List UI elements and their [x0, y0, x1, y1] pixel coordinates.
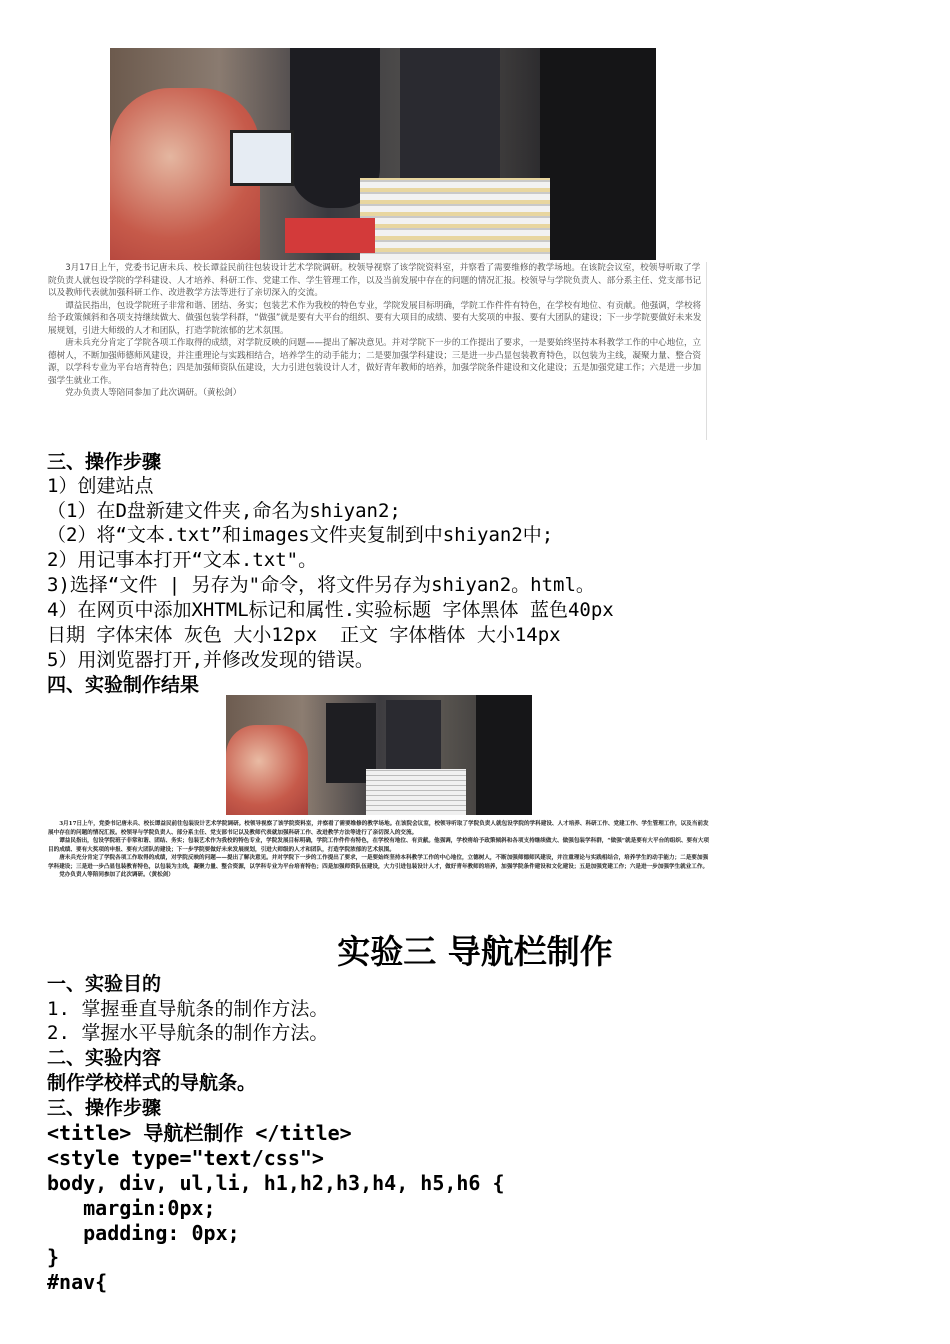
- code-line: margin:0px;: [47, 1196, 216, 1220]
- purpose-item: 2. 掌握水平导航条的制作方法。: [47, 1022, 329, 1044]
- article-paragraph: 谭益民指出，包设学院班子非常和谐、团结、务实；包装艺术作为我校的特色专业，学院发展目标明确，学院工作件件有特色，在学校有地位、有贡献。他强调，学校将给予政策倾斜和各项支持继续做大、做强包装学科群，“做强”就是要有大平台的组织、要有大项目的成绩、要有大奖项的申报、要有大团队的建设；下一步学院要做好未来发展规划，引进大师级的人才和团队，打造学院浓郁的艺术氛围。: [48, 300, 702, 336]
- person-figure: [476, 695, 532, 815]
- code-line: }: [47, 1245, 60, 1269]
- article-paragraph: 谭益民指出，包设学院班子非常和谐、团结、务实；包装艺术作为我校的特色专业，学院发展目标明确，学院工作件件有特色，在学校有地位、有贡献。他强调，学校将给予政策倾斜和各项支持继续做大、做强包装学科群，“做强”就是要有大平台的组织、要有大项目的成绩、要有大奖项的申报、要有大团队的建设；下一步学院要做好未来发展规划，引进大师级的人才和团队，打造学院浓郁的艺术氛围。: [48, 838, 709, 853]
- step-line: 1）创建站点: [47, 475, 154, 497]
- red-book: [285, 218, 375, 253]
- news-article-1: [48, 262, 707, 440]
- step-line: （1）在D盘新建文件夹,命名为shiyan2;: [47, 500, 401, 522]
- article-paragraph: 党办负责人等陪同参加了此次调研。（黄松剑）: [65, 388, 242, 398]
- step-line: 日期 字体宋体 灰色 大小12px 正文 字体楷体 大小14px: [47, 624, 561, 646]
- book-stack: [366, 769, 466, 815]
- monitor-shape: [230, 130, 294, 186]
- content-text: 制作学校样式的导航条。: [47, 1072, 257, 1094]
- purpose-item: 1. 掌握垂直导航条的制作方法。: [47, 998, 329, 1020]
- result-photo: [226, 695, 532, 815]
- page-title: 实验三 导航栏制作: [337, 932, 613, 971]
- section-heading: 四、实验制作结果: [47, 674, 200, 696]
- code-line: <title> 导航栏制作 </title>: [47, 1121, 352, 1145]
- section-heading: 二、实验内容: [47, 1047, 162, 1069]
- article-paragraph: 唐未兵充分肯定了学院各项工作取得的成绩，对学院反映的问题——提出了解决意见。并对学院下一步的工作提出了要求，一是要始终坚持本科教学工作的中心地位，立德树人，不断加强师德师风建设，并注重理论与实践相结合，培养学生的动手能力；二是要加强学科建设；三是进一步凸显包装教育特色，以包装为主线，凝聚力量、整合资源，以学科专业为平台培育特色；四是加强师资队伍建设，大力引进包装设计人才，做好青年教师的培养，加强学院条件建设和文化建设；五是加强党建工作；六是进一步加强学生就业工作。: [48, 338, 702, 386]
- article-paragraph: 3月17日上午，党委书记唐未兵、校长谭益民前往包装设计艺术学院调研。校领导视察了该学院资料室，并察看了需要维修的教学场地。在该院会议室，校领导听取了学院负责人就包设学院的学科建设、人才培养、科研工作、党建工作、学生管理工作，以及当前发展中存在的问题的情况汇报。校领导与学院负责人、部分系主任、党支部书记以及教师代表就加强科研工作、改进教学方法等进行了亲切深入的交流。: [48, 263, 702, 298]
- article-paragraph: 唐未兵充分肯定了学院各项工作取得的成绩，对学院反映的问题——提出了解决意见。并对学院下一步的工作提出了要求，一是要始终坚持本科教学工作的中心地位，立德树人，不断加强师德师风建设，并注重理论与实践相结合，培养学生的动手能力；二是要加强学科建设；三是进一步凸显包装教育特色，以包装为主线，凝聚力量、整合资源，以学科专业为平台培育特色；四是加强师资队伍建设，大力引进包装设计人才，做好青年教师的培养，加强学院条件建设和文化建设；五是加强党建工作；六是进一步加强学生就业工作。: [48, 855, 709, 870]
- section-heading: 三、操作步骤: [47, 1097, 162, 1119]
- step-line: 3)选择“文件 | 另存为"命令，将文件另存为shiyan2。html。: [47, 574, 595, 596]
- person-figure: [226, 725, 308, 815]
- code-line: padding: 0px;: [47, 1221, 240, 1245]
- step-line: 4）在网页中添加XHTML标记和属性.实验标题 字体黑体 蓝色40px: [47, 599, 614, 621]
- article-paragraph: 3月17日上午，党委书记唐未兵、校长谭益民前往包装设计艺术学院调研。校领导视察了该学院资料室，并察看了需要维修的教学场地。在该院会议室，校领导听取了学院负责人就包设学院的学科建设、人才培养、科研工作、党建工作、学生管理工作，以及当前发展中存在的问题的情况汇报。校领导与学院负责人、部分系主任、党支部书记以及教师代表就加强科研工作、改进教学方法等进行了亲切深入的交流。: [48, 821, 709, 836]
- code-line: body, div, ul,li, h1,h2,h3,h4, h5,h6 {: [47, 1171, 505, 1195]
- book-stack: [360, 178, 550, 260]
- step-line: 5）用浏览器打开,并修改发现的错误。: [47, 649, 374, 671]
- article-paragraph: 党办负责人等陪同参加了此次调研。（黄松剑）: [59, 872, 174, 878]
- code-line: #nav{: [47, 1270, 108, 1294]
- section-heading: 一、实验目的: [47, 973, 162, 995]
- result-article: [48, 820, 712, 900]
- step-line: （2）将“文本.txt”和images文件夹复制到中shiyan2中;: [47, 524, 554, 546]
- person-figure: [540, 48, 656, 260]
- section-heading: 三、操作步骤: [47, 451, 162, 473]
- step-line: 2）用记事本打开“文本.txt"。: [47, 549, 318, 571]
- code-line: <style type="text/css">: [47, 1146, 324, 1170]
- news-photo-1: [110, 48, 656, 260]
